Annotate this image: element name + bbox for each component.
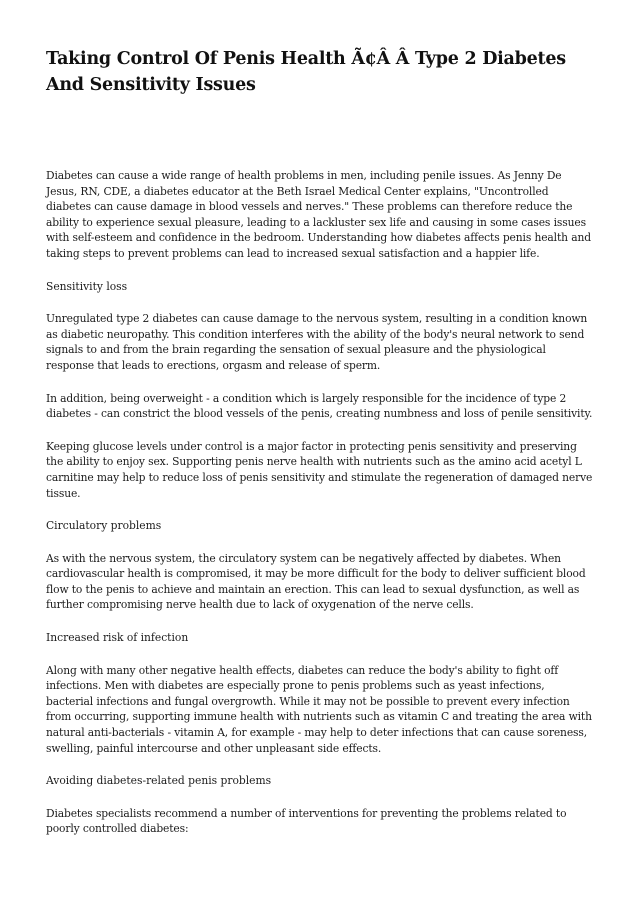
circulatory-paragraph: As with the nervous system, the circulatory system can be negatively affected by diabetes. When cardiovascular health is compromised, it may be more difficult for the body to deliver sufficient blood flow to the penis to achieve and maintain an erection. This can lead to sexual dysfunction, as well as further compromising nerve health due to lack of oxygenation of the nerve cells.	[46, 551, 586, 612]
sensitivity-paragraph-3: Keeping glucose levels under control is a major factor in protecting penis sensitivity and preserving the ability to enjoy sex. Supporting penis nerve health with nutrients such as the amino acid acetyl L carnitine may help to reduce loss of penis sensitivity and stimulate the regeneration of damaged nerve tissue.	[46, 439, 593, 500]
section-heading-circulatory-problems: Circulatory problems	[46, 519, 162, 533]
section-heading-infection-risk: Increased risk of infection	[46, 631, 189, 645]
document-body	[46, 168, 594, 837]
infection-paragraph: Along with many other negative health effects, diabetes can reduce the body's ability to fight off infections. Men with diabetes are especially prone to penis problems such as yeast infections, bacterial infections and fungal overgrowth. While it may not be possible to prevent every infection from occurring, supporting immune health with nutrients such as vitamin C and treating the area with natural anti-bacterials - vitamin A, for example - may help to deter infections that can cause soreness, swelling, painful intercourse and other unpleasant side effects.	[46, 663, 592, 755]
sensitivity-paragraph-1: Unregulated type 2 diabetes can cause damage to the nervous system, resulting in a condition known as diabetic neuropathy. This condition interferes with the ability of the body's neural network to send signals to and from the brain regarding the sensation of sexual pleasure and the physiological response that leads to erections, orgasm and release of sperm.	[46, 312, 588, 372]
section-heading-avoiding-problems: Avoiding diabetes-related penis problems	[46, 774, 272, 788]
intro-paragraph: Diabetes can cause a wide range of health problems in men, including penile issues. As Jenny De Jesus, RN, CDE, a diabetes educator at the Beth Israel Medical Center explains, "Uncontrolled diabetes can cause damage in blood vessels and nerves." These problems can therefore reduce the ability to experience sexual pleasure, leading to a lackluster sex life and causing in some cases issues with self-esteem and confidence in the bedroom. Understanding how diabetes affects penis health and taking steps to prevent problems can lead to increased sexual satisfaction and a happier life.	[46, 169, 591, 260]
section-heading-sensitivity-loss: Sensitivity loss	[46, 279, 128, 293]
sensitivity-paragraph-2: In addition, being overweight - a condition which is largely responsible for the incidence of type 2 diabetes - can constrict the blood vessels of the penis, creating numbness and loss of penile sensitivity.	[46, 391, 593, 421]
document-title: Taking Control Of Penis Health Ã¢Â Â Type 2 Diabetes And Sensitivity Issues	[46, 49, 566, 95]
avoiding-paragraph: Diabetes specialists recommend a number of interventions for preventing the problems related to poorly controlled diabetes:	[46, 806, 567, 836]
